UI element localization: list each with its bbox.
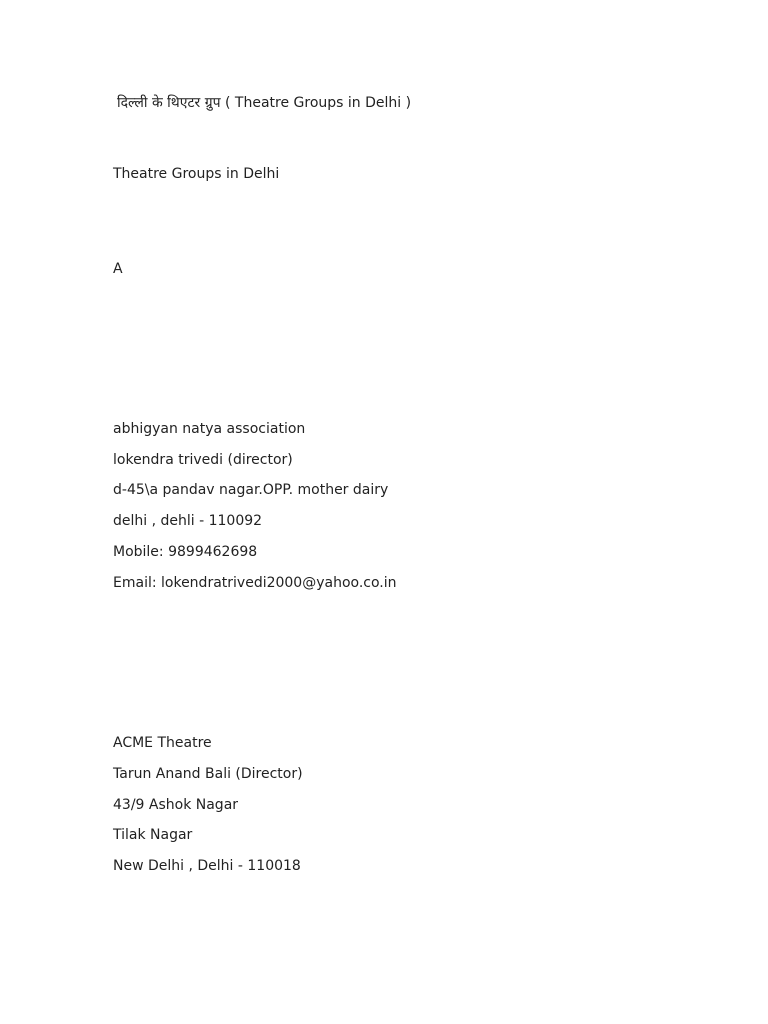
entry-address-line: 43/9 Ashok Nagar: [113, 797, 239, 813]
document-title: दिल्ली के थिएटर ग्रुप ( Theatre Groups in Delhi ): [117, 95, 412, 111]
entry-director: lokendra trivedi (director): [113, 452, 293, 468]
entry-name: ACME Theatre: [113, 735, 212, 751]
entry-name: abhigyan natya association: [113, 421, 306, 437]
entry-address-line: Tilak Nagar: [113, 827, 193, 843]
entry-address-line: d-45\a pandav nagar.OPP. mother dairy: [113, 482, 389, 498]
entry-city: New Delhi , Delhi - 110018: [113, 858, 301, 874]
entry-director: Tarun Anand Bali (Director): [113, 766, 303, 782]
section-letter: A: [113, 261, 123, 277]
entry-email: Email: lokendratrivedi2000@yahoo.co.in: [113, 575, 397, 591]
entry-mobile: Mobile: 9899462698: [113, 544, 258, 560]
document-subtitle: Theatre Groups in Delhi: [113, 166, 280, 182]
entry-city: delhi , dehli - 110092: [113, 513, 263, 529]
